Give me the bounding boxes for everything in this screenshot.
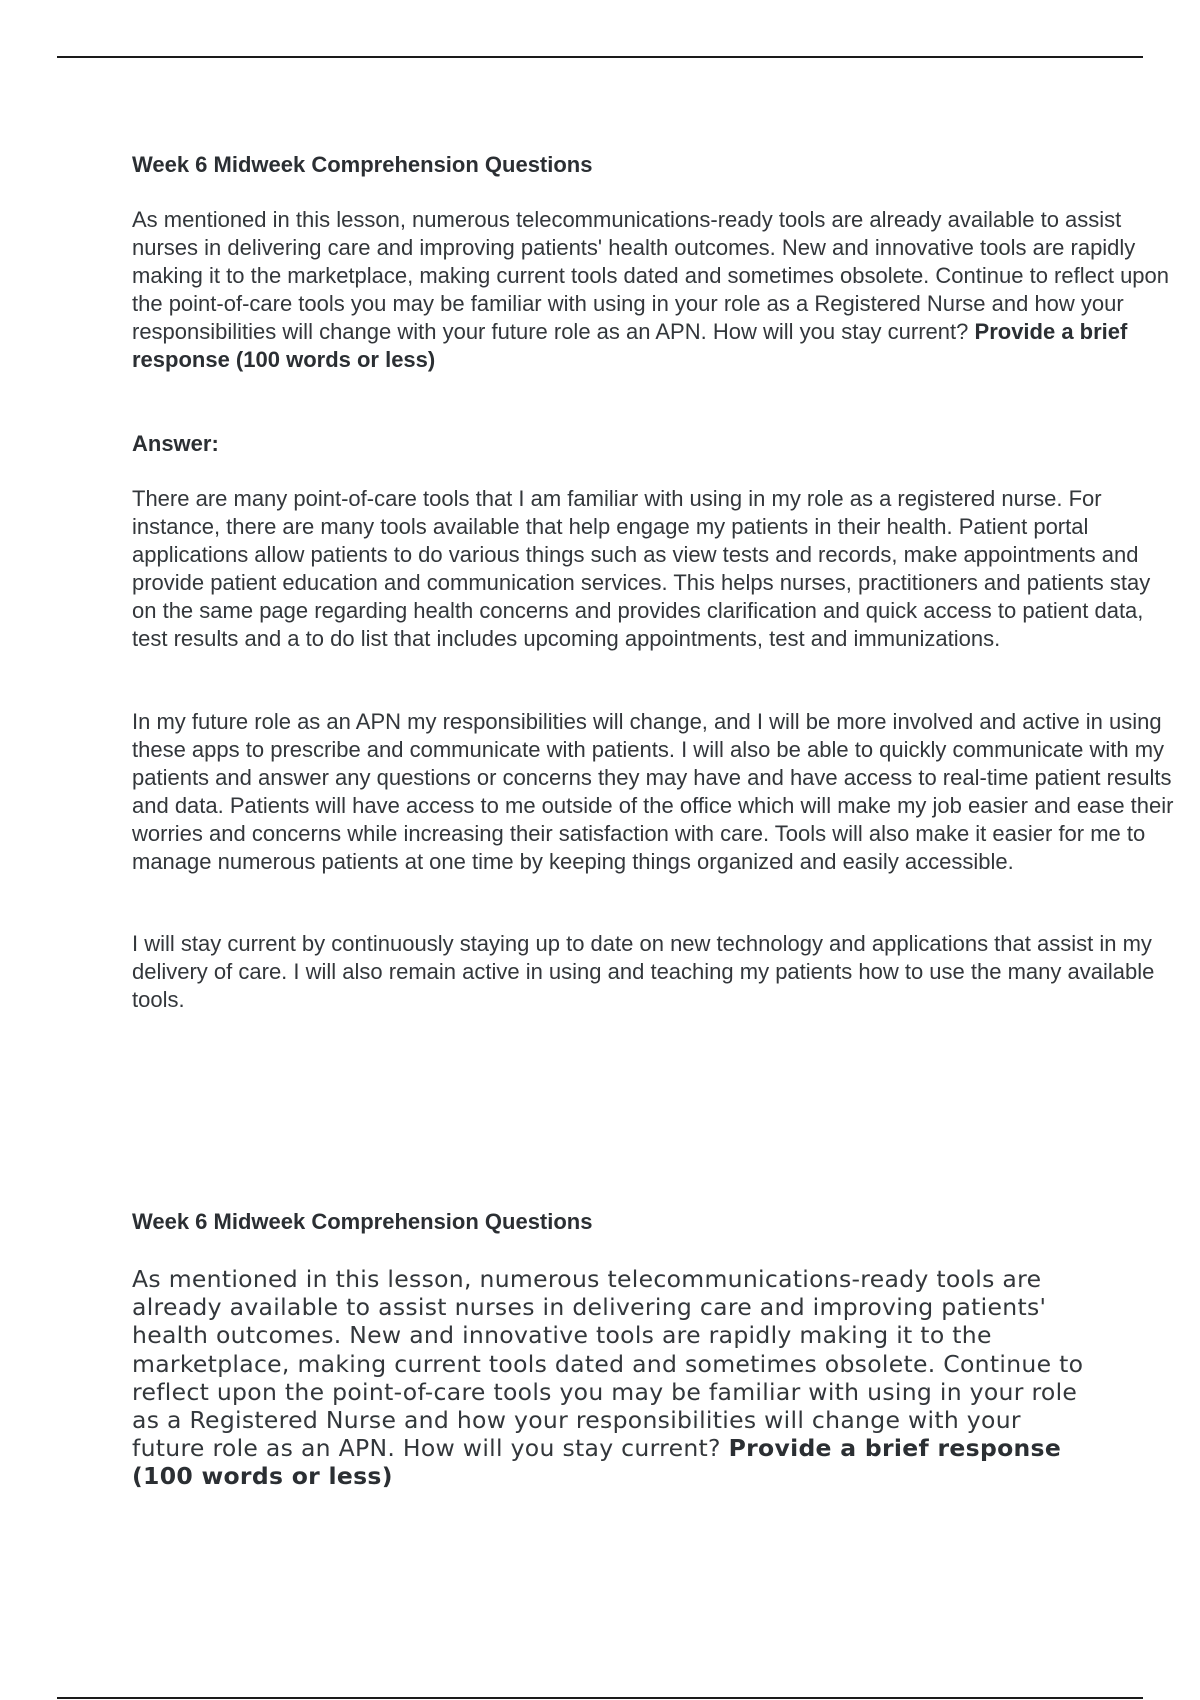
section-2-question-text: As mentioned in this lesson, numerous telecommunications-ready tools are already available to assist nurses in delivering care and improving patients' health outcomes. New and innovative tools are rapidly making it to the marketplace, making current tools dated and sometimes obsolete. Continue to reflect upon the point-of-care tools you may be familiar with using in your role as a Registered Nurse and how your responsibilities will change with your future role as an APN. How will you stay current? [132,1265,1084,1463]
section-1-title: Week 6 Midweek Comprehension Questions [132,152,593,177]
section-2-question-paragraph [132,1265,1092,1491]
section-1-question [132,206,1178,374]
answer-paragraph-3-block [132,930,1178,1014]
section-1-heading [132,151,1178,179]
answer-paragraph-1-block [132,485,1178,653]
answer-paragraph-3: I will stay current by continuously staying up to date on new technology and applications that assist in my delivery of care. I will also remain active in using and teaching my patients how to use the many available tools. [132,931,1155,1012]
section-2-question [132,1265,1092,1491]
section-2-title: Week 6 Midweek Comprehension Questions [132,1209,593,1234]
answer-paragraph-2-block [132,708,1178,876]
answer-paragraph-1: There are many point-of-care tools that I am familiar with using in my role as a registered nurse. For instance, there are many tools available that help engage my patients in their health. Patient portal applications allow patients to do various things such as view tests and records, make appointments and provide patient education and communication services. This helps nurses, practitioners and patients stay on the same page regarding health concerns and provides clarification and quick access to patient data, test results and a to do list that includes upcoming appointments, test and immunizations. [132,486,1151,651]
section-2-question-emphasis: Provide a brief response (100 words or less) [132,1434,1062,1491]
section-1-question-paragraph [132,206,1178,374]
section-2-heading [132,1208,1178,1236]
bottom-divider [57,1697,1143,1699]
top-divider [57,56,1143,58]
answer-label: Answer: [132,431,219,456]
section-1-question-text: As mentioned in this lesson, numerous telecommunications-ready tools are already available to assist nurses in delivering care and improving patients' health outcomes. New and innovative tools are rapidly making it to the marketplace, making current tools dated and sometimes obsolete. Continue to reflect upon the point-of-care tools you may be familiar with using in your role as a Registered Nurse and how your responsibilities will change with your future role as an APN. How will you stay current? [132,207,1170,344]
section-1-question-emphasis: Provide a brief response (100 words or less) [132,319,1128,372]
answer-paragraph-2: In my future role as an APN my responsibilities will change, and I will be more involved and active in using these apps to prescribe and communicate with patients. I will also be able to quickly communicate with my patients and answer any questions or concerns they may have and have access to real-time patient results and data. Patients will have access to me outside of the office which will make my job easier and ease their worries and concerns while increasing their satisfaction with care. Tools will also make it easier for me to manage numerous patients at one time by keeping things organized and easily accessible. [132,709,1174,874]
answer-heading [132,430,1178,458]
